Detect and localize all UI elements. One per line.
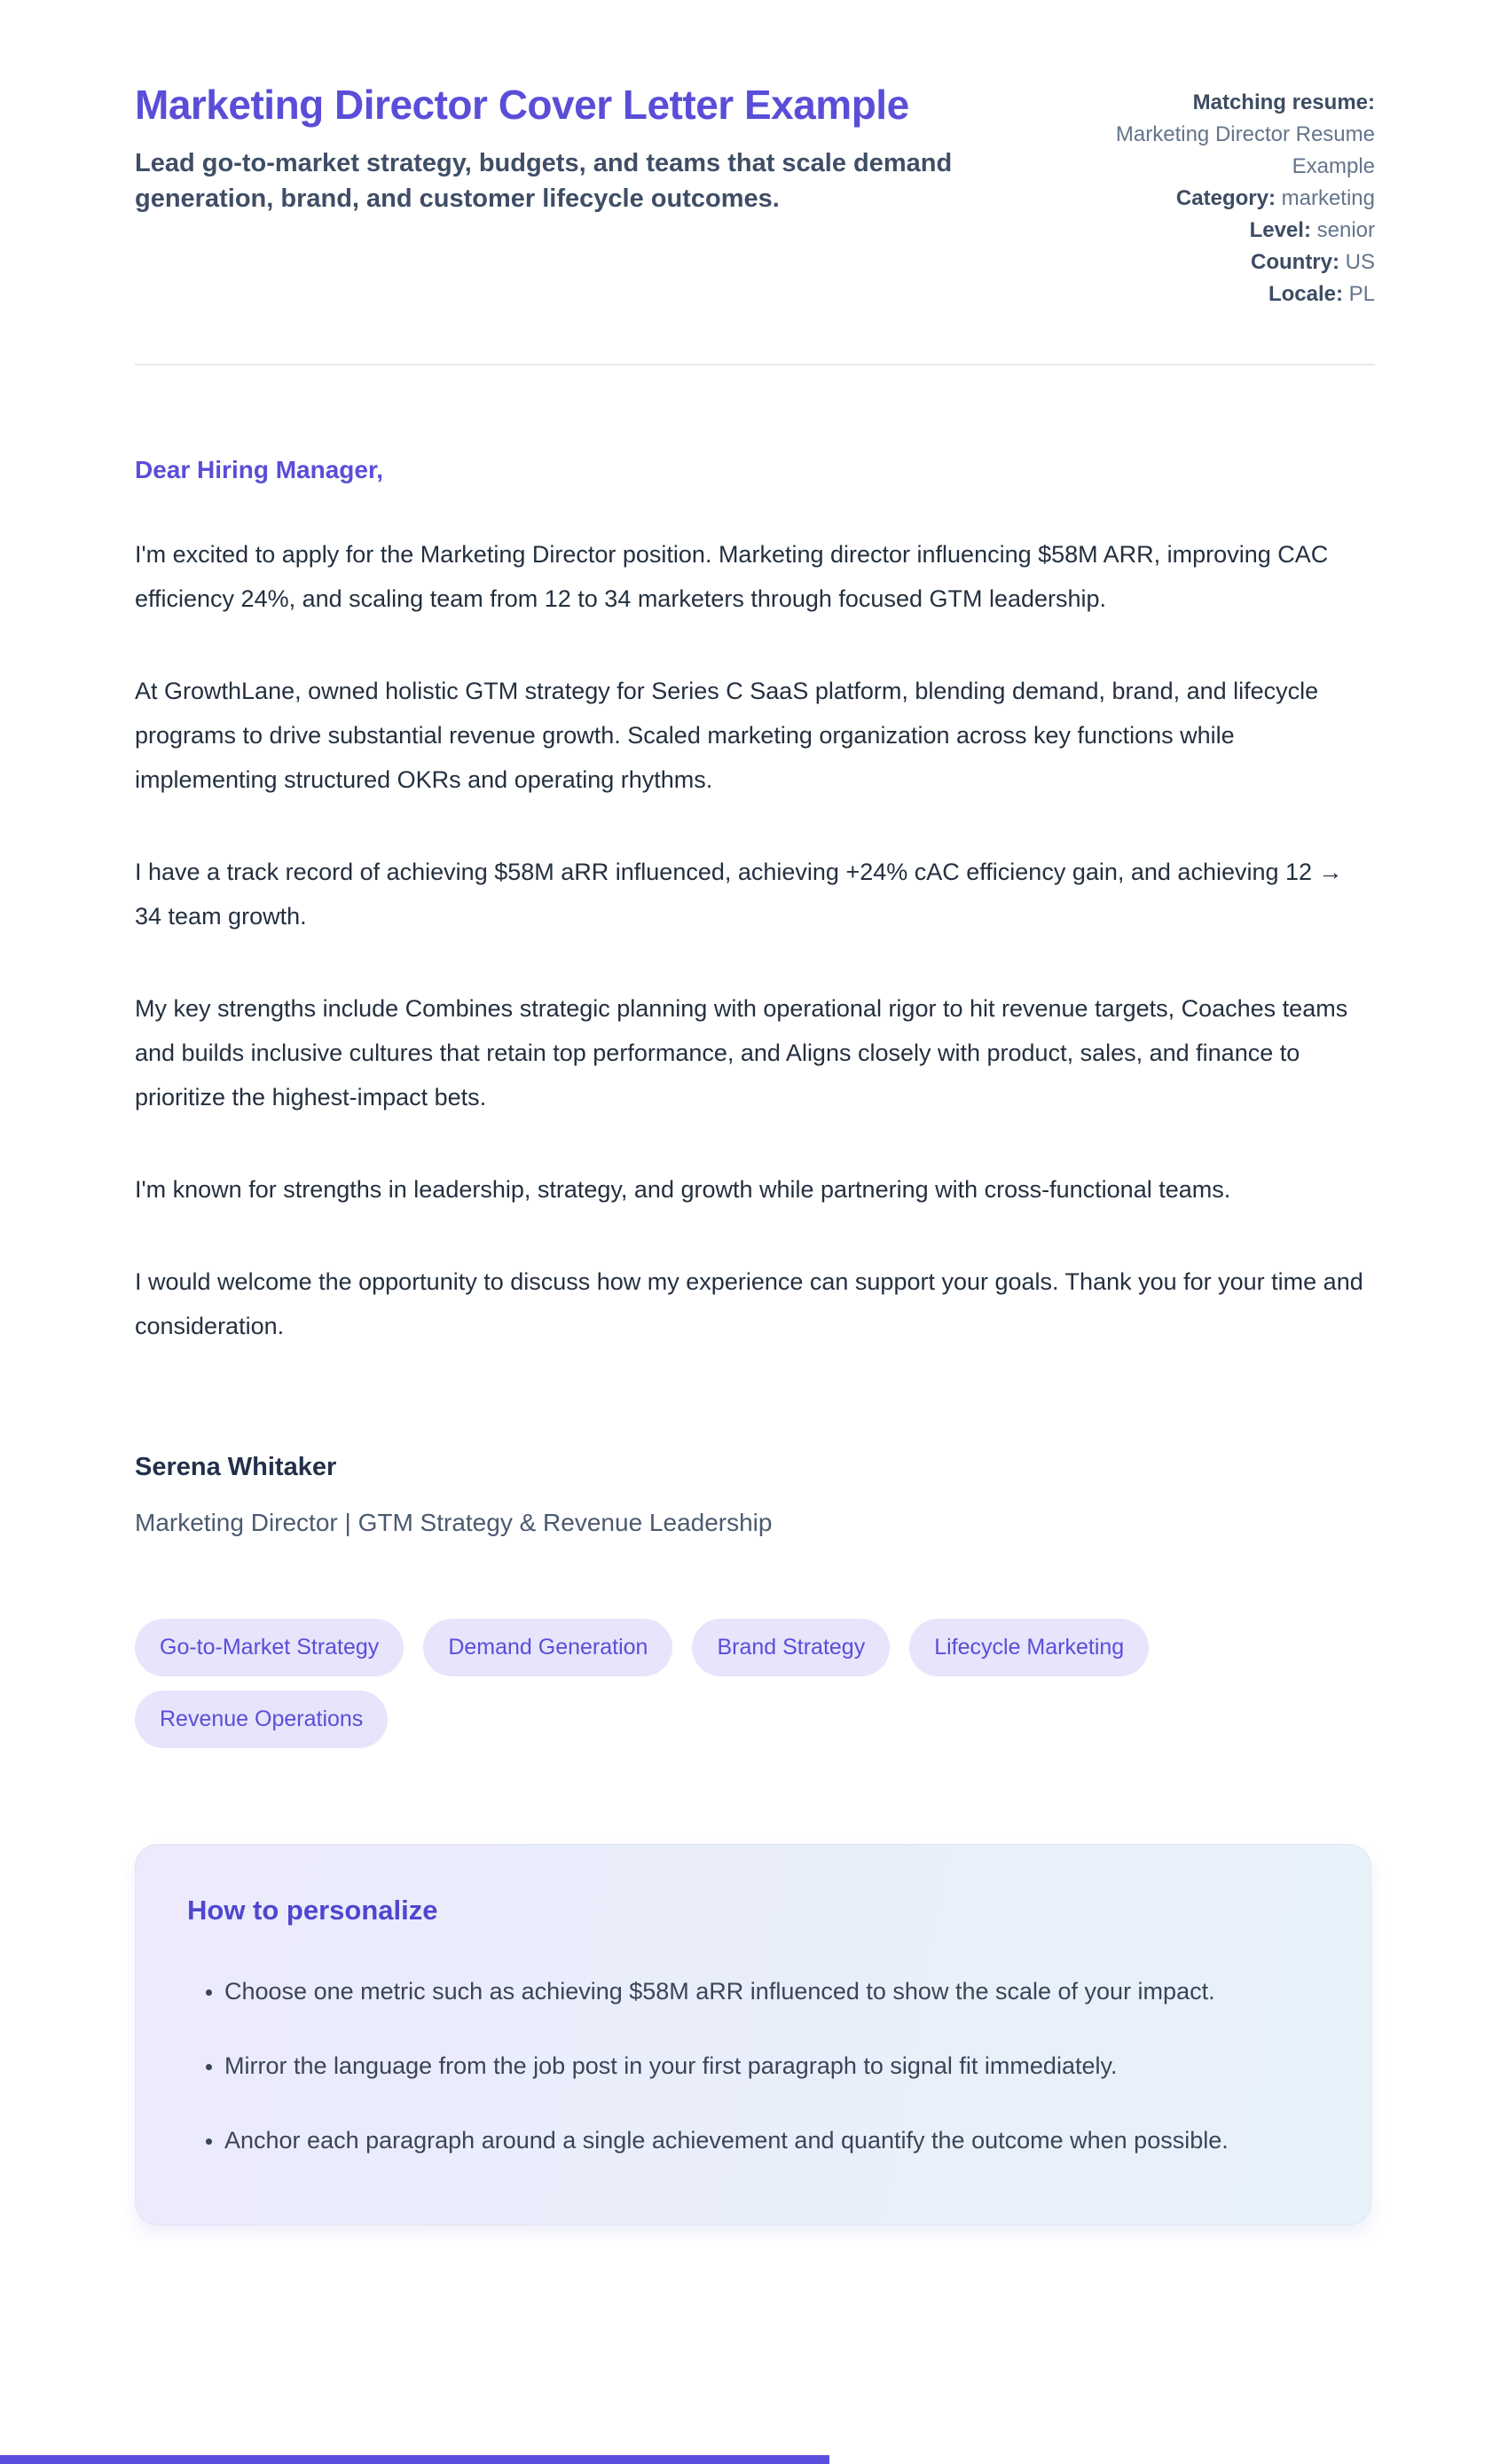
- meta-locale-value: PL: [1348, 282, 1375, 306]
- personalize-tip: • Anchor each paragraph around a single achievement and quantify the outcome when possible.: [224, 2118, 1314, 2162]
- meta-level-label: Level:: [1249, 218, 1311, 242]
- letter-paragraph: At GrowthLane, owned holistic GTM strategy for Series C SaaS platform, blending demand, brand, and lifecycle programs to drive substantial revenue growth. Scaled marketing organization across key functions while implementing structured OKRs and operating rhythms.: [135, 678, 1319, 793]
- meta-level: [1100, 215, 1375, 247]
- meta-matching-resume: [1100, 87, 1375, 183]
- meta-category-label: Category:: [1175, 186, 1276, 210]
- meta-category-value: marketing: [1281, 186, 1375, 210]
- tag-chip[interactable]: Demand Generation: [423, 1619, 672, 1676]
- personalize-list: [187, 1969, 1314, 2162]
- tag-chip[interactable]: Lifecycle Marketing: [909, 1619, 1149, 1676]
- letter-paragraph: My key strengths include Combines strategic planning with operational rigor to hit revenue targets, Coaches teams and builds inclusive cultures that retain top performance, and Aligns closely with product, sales, and finance to prioritize the highest-impact bets.: [135, 995, 1348, 1110]
- header-title-block: [135, 78, 1013, 216]
- tag-chip[interactable]: Go-to-Market Strategy: [135, 1619, 404, 1676]
- page-header: [135, 78, 1375, 310]
- letter-paragraph: I have a track record of achieving $58M aRR influenced, achieving +24% cAC efficiency gain, and achieving 12 → 34 team growth.: [135, 859, 1343, 930]
- meta-matching-resume-label: Matching resume:: [1192, 90, 1375, 114]
- meta-country-value: US: [1345, 250, 1375, 274]
- bottom-accent-bar: [0, 2455, 829, 2464]
- personalize-tip: • Mirror the language from the job post in your first paragraph to signal fit immediately.: [224, 2044, 1314, 2088]
- letter-paragraph: I would welcome the opportunity to discuss how my experience can support your goals. Thank you for your time and consideration.: [135, 1268, 1363, 1339]
- letter-greeting: Dear Hiring Manager,: [135, 456, 384, 483]
- signature-role: Marketing Director | GTM Strategy & Revenue Leadership: [135, 1509, 773, 1536]
- letter-paragraph: I'm excited to apply for the Marketing Director position. Marketing director influencing $58M ARR, improving CAC efficiency 24%, and scaling team from 12 to 34 marketers through focused GTM leadership.: [135, 541, 1329, 612]
- signature-name: Serena Whitaker: [135, 1453, 337, 1481]
- meta-country-label: Country:: [1251, 250, 1339, 274]
- meta-level-value: senior: [1316, 218, 1375, 242]
- meta-category: [1100, 183, 1375, 215]
- tag-chip[interactable]: Brand Strategy: [692, 1619, 890, 1676]
- tag-chip[interactable]: Revenue Operations: [135, 1691, 388, 1748]
- page-subtitle: Lead go-to-market strategy, budgets, and teams that scale demand generation, brand, and customer lifecycle outcomes.: [135, 149, 953, 213]
- tag-list: [135, 1619, 1199, 1748]
- meta-country: [1100, 247, 1375, 279]
- personalize-heading: How to personalize: [187, 1895, 438, 1926]
- personalize-tips-card: [135, 1844, 1371, 2225]
- header-divider: [135, 364, 1375, 365]
- meta-locale: [1100, 279, 1375, 310]
- personalize-tip: • Choose one metric such as achieving $58M aRR influenced to show the scale of your impact.: [224, 1969, 1314, 2013]
- meta-locale-label: Locale:: [1268, 282, 1343, 306]
- meta-matching-resume-value: Marketing Director Resume Example: [1115, 122, 1375, 178]
- meta-panel: [1100, 78, 1375, 310]
- letter-paragraph: I'm known for strengths in leadership, strategy, and growth while partnering with cross-functional teams.: [135, 1176, 1231, 1203]
- page-title: Marketing Director Cover Letter Example: [135, 82, 909, 128]
